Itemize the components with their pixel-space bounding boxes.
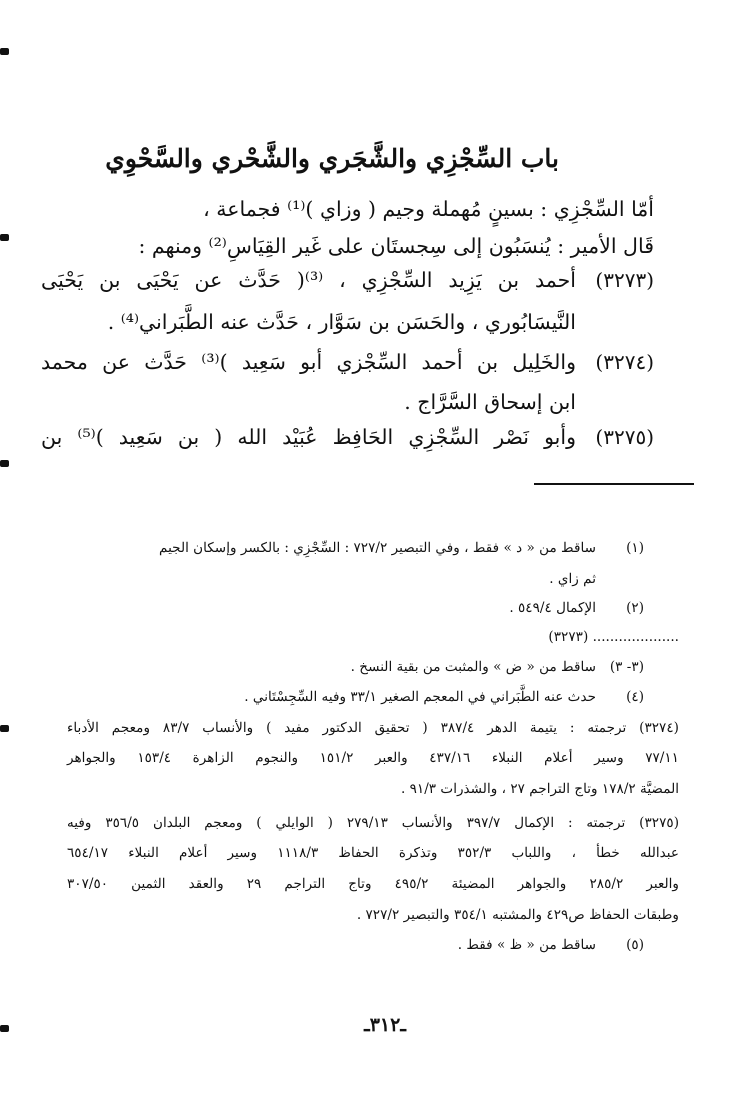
scan-edge-mark	[0, 460, 9, 467]
footnote-text: ساقط من « ض » والمثبت من بقية النسخ .	[350, 659, 596, 675]
entry-text: وأبو نَصْر السِّجْزِي الحَافِظ عُبَيْد الله ( بن سَعِيد )⁽⁵⁾ بن	[41, 425, 576, 449]
footnote-text: المضيَّة ١٧٨/٢ وتاج التراجم ٢٧ ، والشذرات ٩١/٣ .	[400, 781, 679, 797]
entry-3273	[41, 268, 654, 302]
entry-number: (٣٢٧٤)	[595, 350, 654, 374]
entry-continuation: ابن إسحاق السَّرَّاج .	[404, 390, 576, 414]
footnote-text: (٣٢٧٥) ترجمته : الإكمال ٣٩٧/٧ والأنساب ٢٧٩/١٣ ( الوايلي ) ومعجم البلدان ٣٥٦/٥ وفيه	[67, 815, 679, 831]
footnote-text: ثم زاي .	[549, 571, 596, 587]
footnote-text: الإكمال ٥٤٩/٤ .	[509, 600, 596, 616]
footnote-entry-header: (٣٢٧٣) ....................	[548, 629, 679, 645]
footnote-text: عبدالله خطأ ، واللباب ٣٥٢/٣ وتذكرة الحفاظ ١١١٨/٣ وسير أعلام النبلاء ٦٥٤/١٧	[67, 845, 680, 861]
chapter-title: باب السِّجْزِي والشَّجَري والشَّحْري والسَّحْوِي	[105, 144, 559, 173]
footnote-number: (٤)	[626, 689, 644, 705]
footnote-number: (١)	[626, 540, 644, 556]
page-number: ـ٣١٢ـ	[364, 1014, 406, 1036]
entry-number: (٣٢٧٣)	[595, 268, 654, 292]
footnote-text: وطبقات الحفاظ ص٤٢٩ والمشتبه ٣٥٤/١ والتبصير ٧٢٧/٢ .	[356, 907, 679, 923]
footnote-separator	[534, 483, 694, 485]
scan-edge-mark	[0, 1025, 9, 1032]
scan-edge-mark	[0, 234, 9, 241]
entry-3275	[41, 425, 654, 459]
footnote-text: ٧٧/١١ وسير أعلام النبلاء ٤٣٧/١٦ والعبر ١٥١/٢ والنجوم الزاهرة ١٥٣/٤ والجواهر	[67, 750, 679, 766]
footnote-text: (٣٢٧٤) ترجمته : يتيمة الدهر ٣٨٧/٤ ( تحقيق الدكتور مفيد ) والأنساب ٨٣/٧ ومعجم الأدباء	[67, 720, 679, 736]
footnote-number: (٣- ٣)	[609, 659, 644, 675]
intro-line: قَال الأمير : يُنسَبُون إلى سِجستَان على غَير القِيَاسِ⁽²⁾ ومنهم :	[138, 234, 654, 258]
entry-number: (٣٢٧٥)	[595, 425, 654, 449]
scan-edge-mark	[0, 48, 9, 55]
entry-3274	[41, 350, 654, 384]
scan-edge-mark	[0, 725, 9, 732]
footnote-number: (٢)	[626, 600, 644, 616]
footnote-text: حدث عنه الطَّبَراني في المعجم الصغير ٣٣/١ وفيه السِّجِسْتَاني .	[244, 689, 596, 705]
footnote-text: والعبر ٢٨٥/٢ والجواهر المضيئة ٤٩٥/٢ وتاج التراجم ٢٩ والعقد الثمين ٣٠٧/٥٠	[67, 876, 679, 892]
footnote-text: ساقط من « د » فقط ، وفي التبصير ٧٢٧/٢ : السِّجْزِي : بالكسر وإسكان الجيم	[159, 540, 596, 556]
footnote-text: ساقط من « ظ » فقط .	[457, 937, 596, 953]
footnote-number: (٥)	[626, 937, 644, 953]
intro-line: أمّا السِّجْزِي : بسينٍ مُهملة وجيم ( وزاي )⁽¹⁾ فجماعة ،	[203, 197, 654, 221]
entry-text: والخَلِيل بن أحمد السِّجْزي أبو سَعِيد )⁽³⁾ حَدَّث عن محمد	[41, 350, 576, 374]
entry-text: أحمد بن يَزِيد السِّجْزِي ، ⁽³⁾( حَدَّث عن يَحْيَى بن يَحْيَى	[41, 268, 576, 292]
entry-continuation: النَّيسَابُوري ، والحَسَن بن سَوَّار ، حَدَّث عنه الطَّبَراني⁽⁴⁾ .	[107, 310, 576, 334]
